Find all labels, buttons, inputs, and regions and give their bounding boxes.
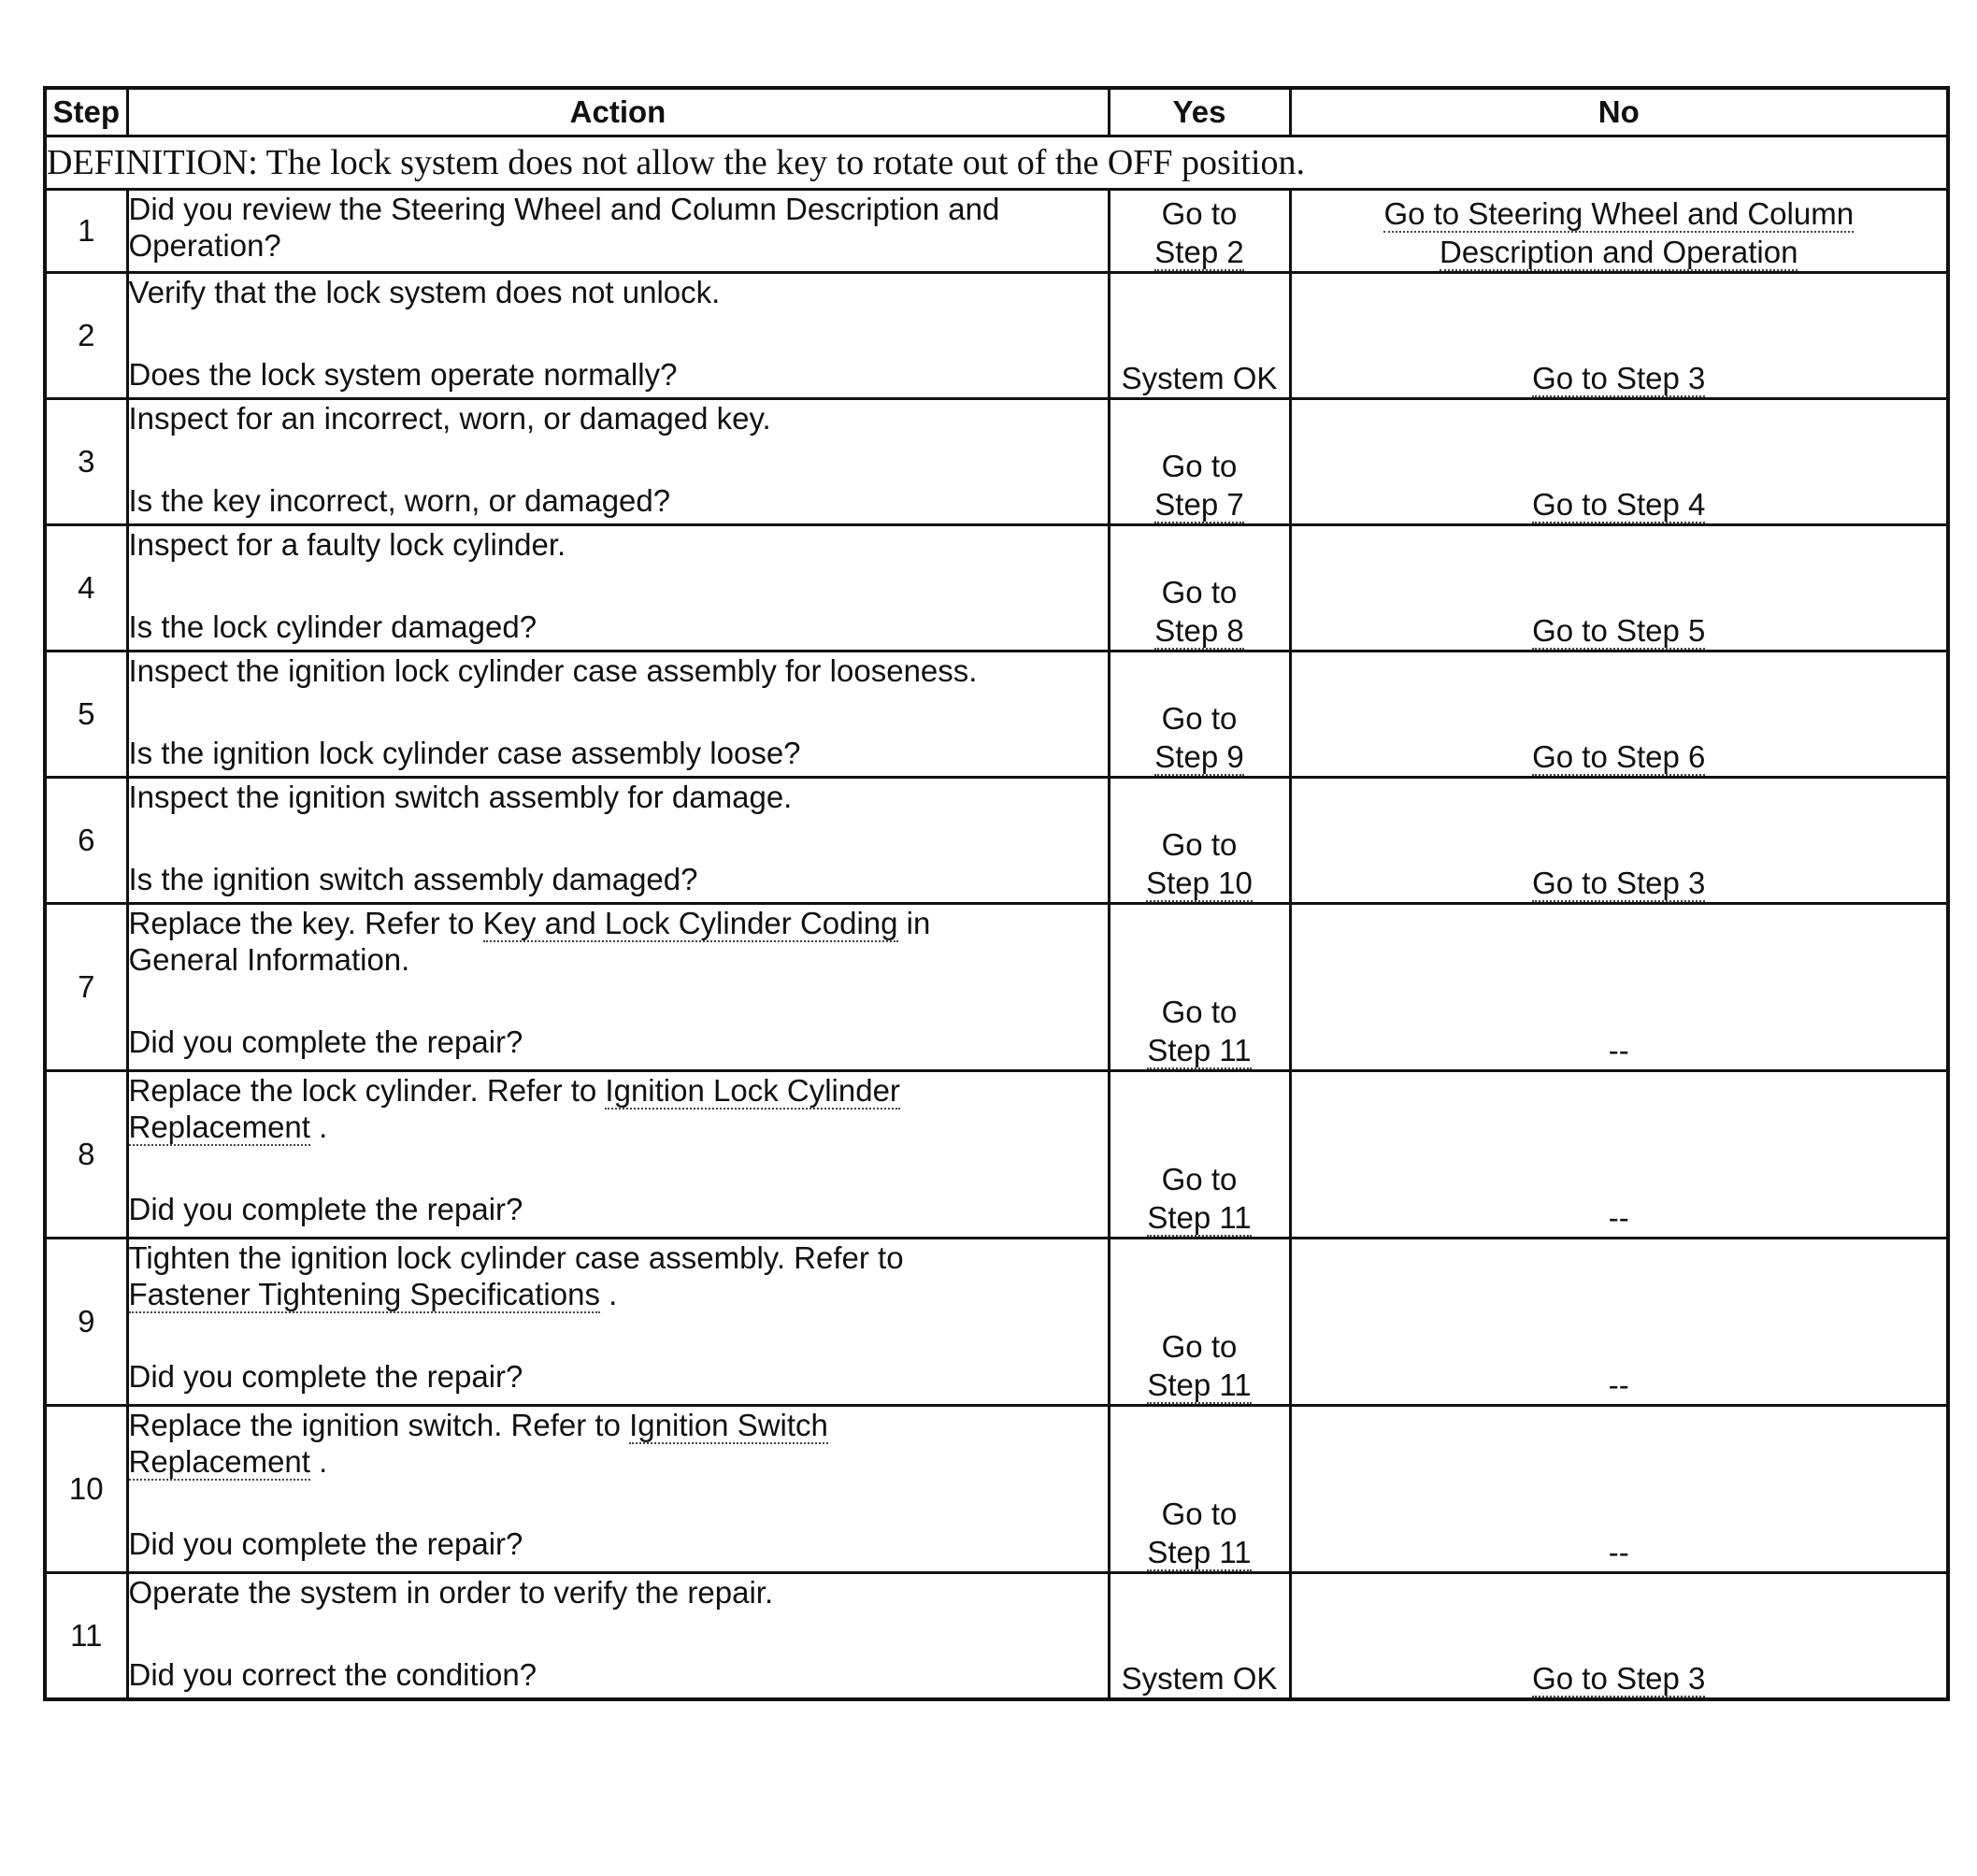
action-text: Inspect the ignition lock cylinder case assembly for looseness. xyxy=(128,653,978,688)
no-cell[interactable] xyxy=(1290,273,1948,399)
question-text: Did you correct the condition? xyxy=(128,1657,537,1692)
no-text: -- xyxy=(1608,1033,1629,1067)
action-cell xyxy=(127,778,1109,904)
no-link[interactable]: Go to Step 5 xyxy=(1532,613,1706,648)
header-action: Action xyxy=(127,88,1109,136)
step-number: 10 xyxy=(45,1406,127,1573)
action-link[interactable]: Ignition Lock Cylinder xyxy=(605,1073,900,1108)
action-text: Replace the lock cylinder. Refer to xyxy=(128,1073,606,1108)
action-cell xyxy=(127,652,1109,778)
yes-link[interactable]: Step 11 xyxy=(1147,1200,1252,1235)
action-cell xyxy=(127,273,1109,399)
no-link[interactable]: Go to Steering Wheel and Column xyxy=(1383,196,1855,231)
action-text: Did you review the Steering Wheel and Column Description and xyxy=(128,192,1000,226)
no-cell[interactable] xyxy=(1290,652,1948,778)
no-text: -- xyxy=(1608,1535,1629,1569)
step-number: 2 xyxy=(45,273,127,399)
yes-cell xyxy=(1109,273,1290,399)
no-link[interactable]: Go to Step 3 xyxy=(1532,1661,1706,1696)
step-number: 6 xyxy=(45,778,127,904)
action-cell xyxy=(127,1406,1109,1573)
yes-text: System OK xyxy=(1121,361,1278,395)
table-row xyxy=(45,190,1948,273)
header-row xyxy=(45,88,1948,136)
no-link[interactable]: Description and Operation xyxy=(1440,235,1798,269)
yes-text: Go to xyxy=(1161,1497,1238,1531)
yes-cell[interactable] xyxy=(1109,399,1290,525)
yes-text: Go to xyxy=(1161,196,1238,231)
yes-link[interactable]: Step 11 xyxy=(1147,1368,1252,1402)
action-cell xyxy=(127,1573,1109,1700)
action-text: Operate the system in order to verify the repair. xyxy=(128,1575,774,1610)
action-cell xyxy=(127,1239,1109,1406)
action-text: General Information. xyxy=(128,942,410,977)
table-row xyxy=(45,1406,1948,1573)
yes-link[interactable]: Step 11 xyxy=(1147,1033,1252,1067)
yes-link[interactable]: Step 7 xyxy=(1154,487,1244,522)
yes-cell[interactable] xyxy=(1109,1406,1290,1573)
yes-cell[interactable] xyxy=(1109,778,1290,904)
no-link[interactable]: Go to Step 3 xyxy=(1532,866,1706,900)
yes-cell[interactable] xyxy=(1109,1071,1290,1239)
yes-text: Go to xyxy=(1161,827,1238,862)
action-cell xyxy=(127,399,1109,525)
question-text: Is the key incorrect, worn, or damaged? xyxy=(128,483,671,518)
header-step: Step xyxy=(45,88,127,136)
question-text: Did you complete the repair? xyxy=(128,1192,523,1226)
yes-cell[interactable] xyxy=(1109,525,1290,652)
table-row xyxy=(45,399,1948,525)
step-number: 11 xyxy=(45,1573,127,1700)
yes-text: Go to xyxy=(1161,995,1238,1029)
table-row xyxy=(45,1071,1948,1239)
no-cell xyxy=(1290,1239,1948,1406)
yes-text: Go to xyxy=(1161,449,1238,483)
question-text: Is the lock cylinder damaged? xyxy=(128,609,537,644)
yes-text: Go to xyxy=(1161,1162,1238,1196)
action-text: Inspect for an incorrect, worn, or damaged key. xyxy=(128,401,771,436)
step-number: 5 xyxy=(45,652,127,778)
action-link[interactable]: Replacement xyxy=(128,1444,310,1479)
no-cell xyxy=(1290,1071,1948,1239)
yes-cell[interactable] xyxy=(1109,1239,1290,1406)
no-cell[interactable] xyxy=(1290,1573,1948,1700)
definition-text: DEFINITION: The lock system does not allow the key to rotate out of the OFF position. xyxy=(45,136,1948,190)
question-text: Does the lock system operate normally? xyxy=(128,357,678,392)
action-link[interactable]: Ignition Switch xyxy=(629,1408,828,1442)
action-text: Inspect the ignition switch assembly for damage. xyxy=(128,780,793,814)
no-cell[interactable] xyxy=(1290,190,1948,273)
no-link[interactable]: Go to Step 4 xyxy=(1532,487,1706,522)
yes-cell[interactable] xyxy=(1109,904,1290,1071)
yes-cell[interactable] xyxy=(1109,652,1290,778)
action-text: Tighten the ignition lock cylinder case assembly. Refer to xyxy=(128,1240,904,1275)
step-number: 7 xyxy=(45,904,127,1071)
action-link[interactable]: Fastener Tightening Specifications xyxy=(128,1277,600,1311)
action-link[interactable]: Replacement xyxy=(128,1110,310,1144)
table-row xyxy=(45,1239,1948,1406)
no-cell[interactable] xyxy=(1290,399,1948,525)
yes-link[interactable]: Step 2 xyxy=(1154,235,1244,269)
yes-text: Go to xyxy=(1161,701,1238,736)
no-cell xyxy=(1290,904,1948,1071)
no-cell[interactable] xyxy=(1290,778,1948,904)
yes-link[interactable]: Step 10 xyxy=(1146,866,1253,900)
no-cell xyxy=(1290,1406,1948,1573)
action-text: . xyxy=(309,1110,328,1144)
action-text: Operation? xyxy=(128,228,281,263)
no-link[interactable]: Go to Step 3 xyxy=(1532,361,1706,395)
definition-row xyxy=(45,136,1948,190)
yes-link[interactable]: Step 8 xyxy=(1154,613,1244,648)
question-text: Did you complete the repair? xyxy=(128,1359,523,1394)
table-row xyxy=(45,1573,1948,1700)
yes-link[interactable]: Step 11 xyxy=(1147,1535,1252,1569)
table-row xyxy=(45,273,1948,399)
step-number: 1 xyxy=(45,190,127,273)
action-text: Replace the ignition switch. Refer to xyxy=(128,1408,630,1442)
table-row xyxy=(45,652,1948,778)
action-cell xyxy=(127,904,1109,1071)
yes-text: Go to xyxy=(1161,1329,1238,1364)
yes-link[interactable]: Step 9 xyxy=(1154,739,1244,774)
table-row xyxy=(45,525,1948,652)
action-cell xyxy=(127,190,1109,273)
yes-cell[interactable] xyxy=(1109,190,1290,273)
yes-text: System OK xyxy=(1121,1661,1278,1696)
action-cell xyxy=(127,1071,1109,1239)
no-text: -- xyxy=(1608,1200,1629,1235)
step-number: 9 xyxy=(45,1239,127,1406)
step-number: 8 xyxy=(45,1071,127,1239)
action-text: . xyxy=(599,1277,618,1311)
question-text: Did you complete the repair? xyxy=(128,1526,523,1561)
step-number: 4 xyxy=(45,525,127,652)
no-link[interactable]: Go to Step 6 xyxy=(1532,739,1706,774)
no-text: -- xyxy=(1608,1368,1629,1402)
no-cell[interactable] xyxy=(1290,525,1948,652)
diagnostic-table xyxy=(43,86,1950,1701)
header-no: No xyxy=(1290,88,1948,136)
question-text: Is the ignition lock cylinder case assembly loose? xyxy=(128,736,801,770)
table-row xyxy=(45,778,1948,904)
header-yes: Yes xyxy=(1109,88,1290,136)
action-text: Verify that the lock system does not unlock. xyxy=(128,275,721,309)
yes-cell xyxy=(1109,1573,1290,1700)
step-number: 3 xyxy=(45,399,127,525)
question-text: Is the ignition switch assembly damaged? xyxy=(128,862,698,896)
action-text: in xyxy=(897,906,931,940)
action-text: Replace the key. Refer to xyxy=(128,906,483,940)
question-text: Did you complete the repair? xyxy=(128,1024,523,1059)
action-cell xyxy=(127,525,1109,652)
action-text: . xyxy=(309,1444,328,1479)
table-row xyxy=(45,904,1948,1071)
action-text: Inspect for a faulty lock cylinder. xyxy=(128,527,566,562)
action-link[interactable]: Key and Lock Cylinder Coding xyxy=(482,906,898,940)
yes-text: Go to xyxy=(1161,575,1238,609)
